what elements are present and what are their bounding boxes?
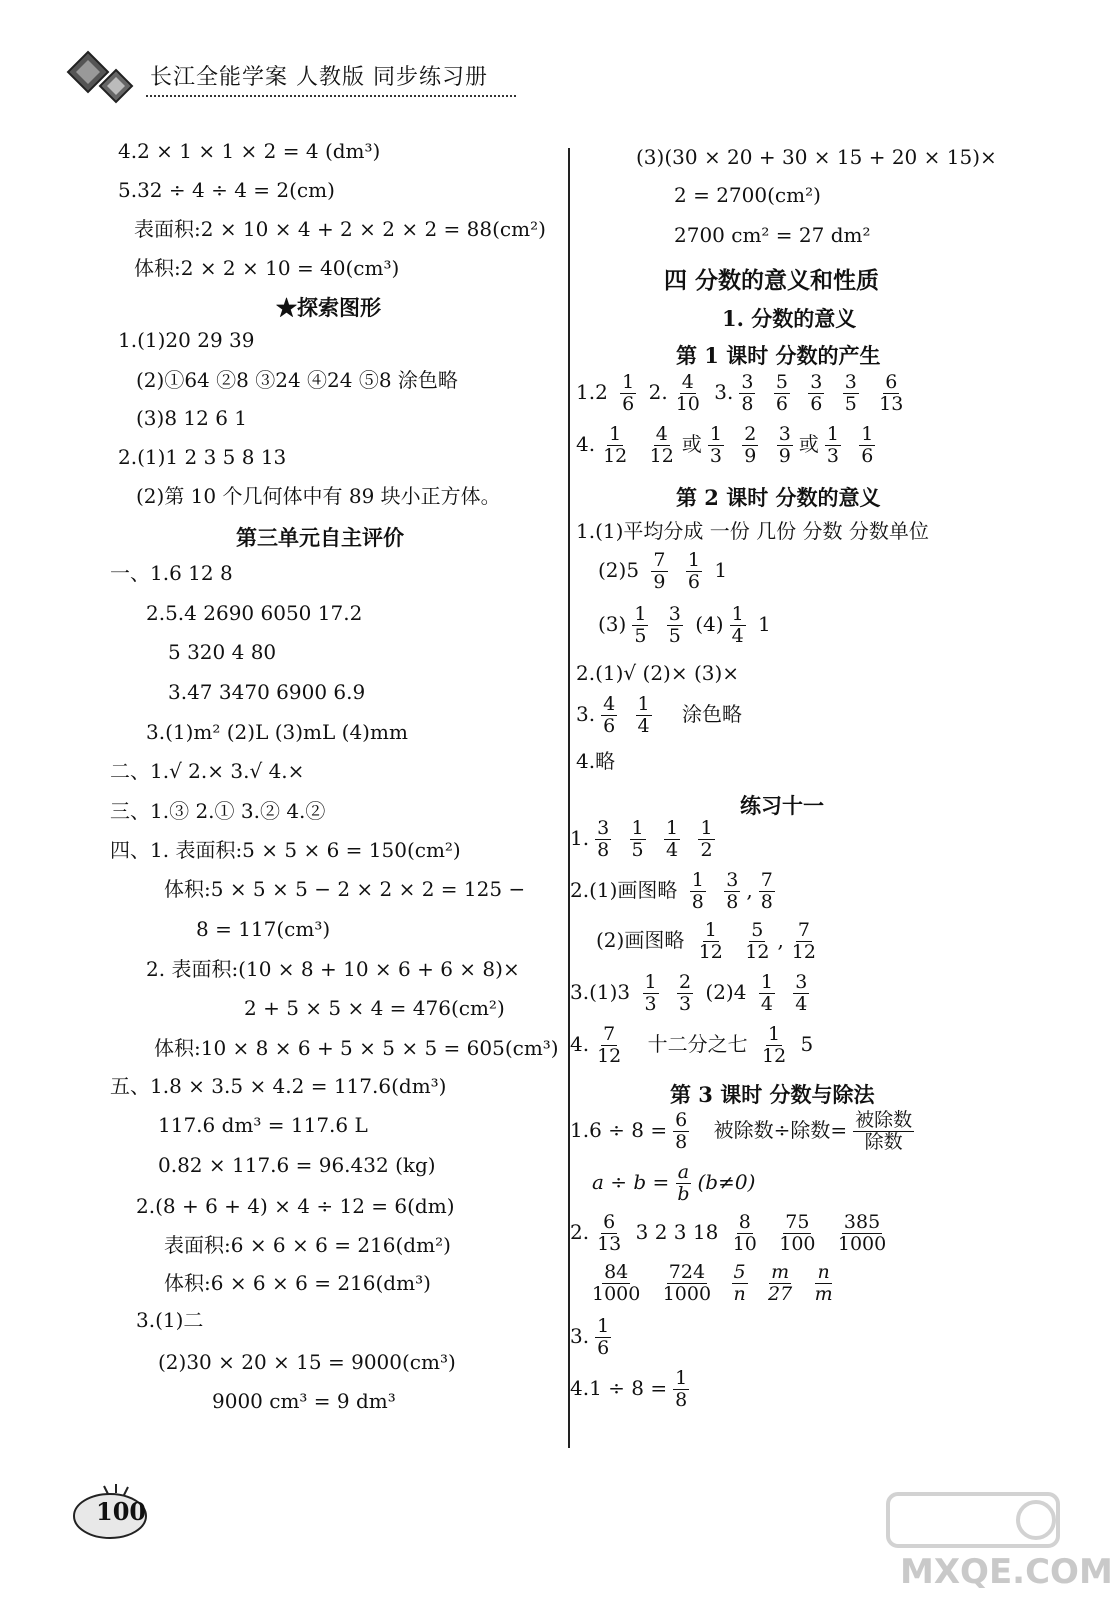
answer-line: 表面积:6 × 6 × 6 = 216(dm²) — [164, 1233, 451, 1257]
section-heading: 1. 分数的意义 — [722, 306, 857, 331]
answer-line: 3. $\frac{1}{6}$ — [570, 1315, 610, 1359]
answer-line: 2.(1)√ (2)× (3)× — [576, 661, 740, 685]
answer-line: 4. $\frac{7}{12}$ 十二分之七 $\frac{1}{12}$ 5 — [570, 1023, 814, 1067]
answer-line: 表面积:2 × 10 × 4 + 2 × 2 × 2 = 88(cm²) — [134, 217, 546, 241]
answer-line: 3.(1)3 $\frac{1}{3}$ $\frac{2}{3}$ (2)4 $\frac{1}{4}$ $\frac{3}{4}$ — [570, 971, 808, 1015]
answer-line: 2. 表面积:(10 × 8 + 10 × 6 + 6 × 8)× — [146, 957, 520, 981]
fraction: $\frac{3}{5}$ — [668, 603, 681, 647]
fraction: $\frac{1}{2}$ — [700, 817, 713, 861]
fraction: $\frac{4}{10}$ — [675, 371, 700, 415]
answer-line: 2.5.4 2690 6050 17.2 — [146, 601, 363, 625]
answer-line: 3. $\frac{4}{6}$ $\frac{1}{4}$ 涂色略 — [576, 693, 742, 737]
fraction: $\frac{1}{3}$ — [644, 971, 657, 1015]
fraction: $\frac{1}{4}$ — [637, 693, 650, 737]
answer-line: 9000 cm³ = 9 dm³ — [212, 1389, 396, 1413]
answer-line: 4. $\frac{1}{12}$ $\frac{4}{12}$ 或 $\frac{1}{3}$ $\frac{2}{9}$ $\frac{3}{9}$ 或 $\frac{1}{3}$ $\frac{1}{6}$ — [576, 423, 874, 467]
header-logo-icon — [66, 50, 136, 102]
section-heading: 第三单元自主评价 — [236, 525, 404, 550]
answer-line: 3.(1)m² (2)L (3)mL (4)mm — [146, 720, 408, 744]
fraction: $\frac{75}{100}$ — [779, 1211, 816, 1255]
fraction: $\frac{4}{12}$ — [649, 423, 674, 467]
exercise-heading: 练习十一 — [740, 793, 824, 818]
answer-line: 体积:6 × 6 × 6 = 216(dm³) — [164, 1271, 431, 1295]
fraction: $\frac{1}{6}$ — [687, 549, 700, 593]
answer-line: 四、1. 表面积:5 × 5 × 6 = 150(cm²) — [110, 838, 461, 862]
fraction: $\frac{5}{6}$ — [775, 371, 788, 415]
fraction: $\frac{5}{n}$ — [733, 1261, 746, 1305]
fraction: $\frac{2}{9}$ — [744, 423, 757, 467]
fraction: $\frac{1}{6}$ — [597, 1315, 610, 1359]
fraction: $\frac{3}{8}$ — [597, 817, 610, 861]
lesson-heading: 第 1 课时 分数的产生 — [676, 343, 881, 368]
answer-line: 体积:5 × 5 × 5 − 2 × 2 × 2 = 125 − — [164, 877, 526, 901]
header-title: 长江全能学案 人教版 同步练习册 — [150, 65, 488, 90]
fraction: $\frac{n}{m}$ — [814, 1261, 833, 1305]
fraction: $\frac{a}{b}$ — [677, 1161, 690, 1205]
fraction: $\frac{8}{10}$ — [732, 1211, 757, 1255]
fraction: $\frac{6}{13}$ — [879, 371, 904, 415]
fraction: $\frac{3}{6}$ — [810, 371, 823, 415]
answer-line: (2)画图略 $\frac{1}{12}$ $\frac{5}{12}$ , $\frac{7}{12}$ — [596, 919, 816, 963]
answer-line: (2)5 $\frac{7}{9}$ $\frac{1}{6}$ 1 — [598, 549, 728, 593]
answer-line: (3) $\frac{1}{5}$ $\frac{3}{5}$ (4) $\frac{1}{4}$ 1 — [598, 603, 771, 647]
fraction: $\frac{1}{6}$ — [861, 423, 874, 467]
fraction: $\frac{3}{8}$ — [726, 869, 739, 913]
fraction: $\frac{1}{12}$ — [603, 423, 628, 467]
answer-line: (3)(30 × 20 + 30 × 15 + 20 × 15)× — [636, 145, 997, 169]
answer-line: 5.32 ÷ 4 ÷ 4 = 2(cm) — [118, 178, 335, 202]
answer-line: (2)30 × 20 × 15 = 9000(cm³) — [158, 1350, 456, 1374]
fraction: $\frac{1}{3}$ — [709, 423, 722, 467]
answer-line: 2 = 2700(cm²) — [674, 183, 821, 207]
answer-line: 0.82 × 117.6 = 96.432 (kg) — [158, 1153, 436, 1177]
fraction: $\frac{3}{8}$ — [741, 371, 754, 415]
answer-line: 一、1.6 12 8 — [110, 561, 233, 585]
section-heading: ★探索图形 — [276, 295, 381, 320]
answer-line: 五、1.8 × 3.5 × 4.2 = 117.6(dm³) — [110, 1074, 447, 1098]
fraction: $\frac{3}{9}$ — [778, 423, 791, 467]
answer-line: 1.6 ÷ 8 = $\frac{6}{8}$ 被除数÷除数= $\frac{\text{被除数}}{\text{除数}}$ — [570, 1109, 913, 1153]
answer-line: 1.(1)平均分成 一份 几份 分数 分数单位 — [576, 519, 929, 543]
fraction: $\frac{385}{1000}$ — [837, 1211, 887, 1255]
fraction: $\frac{\text{被除数}}{\text{除数}}$ — [855, 1109, 913, 1153]
answer-line: 二、1.√ 2.× 3.√ 4.× — [110, 759, 305, 783]
answer-line: 8 = 117(cm³) — [196, 917, 331, 941]
answer-line: 2. $\frac{6}{13}$ 3 2 3 18 $\frac{8}{10}$ $\frac{75}{100}$ $\frac{385}{1000}$ — [570, 1211, 887, 1255]
answer-line: 3.47 3470 6900 6.9 — [168, 680, 366, 704]
answer-line: 1.(1)20 29 39 — [118, 328, 255, 352]
fraction: $\frac{6}{13}$ — [597, 1211, 622, 1255]
fraction: $\frac{1}{8}$ — [691, 869, 704, 913]
fraction: $\frac{1}{4}$ — [731, 603, 744, 647]
answer-line: a ÷ b = $\frac{a}{b}$ (b≠0) — [592, 1161, 756, 1205]
fraction: $\frac{7}{8}$ — [760, 869, 773, 913]
fraction: $\frac{m}{27}$ — [768, 1261, 793, 1305]
fraction: $\frac{1}{12}$ — [698, 919, 723, 963]
fraction: $\frac{5}{12}$ — [745, 919, 770, 963]
answer-line: 5 320 4 80 — [168, 640, 277, 664]
fraction: $\frac{7}{12}$ — [597, 1023, 622, 1067]
answer-line: (2)①64 ②8 ③24 ④24 ⑤8 涂色略 — [136, 368, 458, 392]
answer-line: 体积:2 × 2 × 10 = 40(cm³) — [134, 256, 400, 280]
fraction: $\frac{1}{12}$ — [762, 1023, 787, 1067]
lesson-heading: 第 2 课时 分数的意义 — [676, 485, 881, 510]
fraction: $\frac{1}{4}$ — [760, 971, 773, 1015]
answer-line: (3)8 12 6 1 — [136, 406, 248, 430]
fraction: $\frac{1}{5}$ — [634, 603, 647, 647]
fraction: $\frac{1}{6}$ — [622, 371, 635, 415]
header-rule — [146, 95, 516, 97]
unit-heading: 四 分数的意义和性质 — [664, 267, 880, 294]
answer-line: 2.(1)画图略 $\frac{1}{8}$ $\frac{3}{8}$ , $\frac{7}{8}$ — [570, 869, 773, 913]
fraction: $\frac{2}{3}$ — [678, 971, 692, 1015]
answer-line: 117.6 dm³ = 117.6 L — [158, 1113, 368, 1137]
fraction: $\frac{3}{4}$ — [795, 971, 808, 1015]
answer-line: 3.(1)二 — [136, 1308, 204, 1332]
fraction: $\frac{6}{8}$ — [675, 1109, 688, 1153]
answer-line: 1. $\frac{3}{8}$ $\frac{1}{5}$ $\frac{1}{4}$ $\frac{1}{2}$ — [570, 817, 713, 861]
fraction: $\frac{724}{1000}$ — [662, 1261, 712, 1305]
fraction: $\frac{1}{4}$ — [666, 817, 679, 861]
answer-line: 体积:10 × 8 × 6 + 5 × 5 × 5 = 605(cm³) — [154, 1036, 559, 1060]
fraction: $\frac{1}{3}$ — [826, 423, 839, 467]
fraction: $\frac{7}{9}$ — [653, 549, 666, 593]
fraction: $\frac{84}{1000}$ — [592, 1261, 641, 1305]
answer-line: 2 + 5 × 5 × 4 = 476(cm²) — [244, 996, 505, 1020]
fraction: $\frac{1}{8}$ — [675, 1367, 688, 1411]
answer-line: 1.2 $\frac{1}{6}$ 2. $\frac{4}{10}$ 3. $\frac{3}{8}$ $\frac{5}{6}$ $\frac{3}{6}$ $\frac{3}{5}$ $\frac{6}{13}$ — [576, 371, 904, 415]
lesson-heading: 第 3 课时 分数与除法 — [670, 1082, 875, 1107]
answer-line: 4.1 ÷ 8 = $\frac{1}{8}$ — [570, 1367, 688, 1411]
answer-line: 4.2 × 1 × 1 × 2 = 4 (dm³) — [118, 139, 381, 163]
answer-line: 2.(1)1 2 3 5 8 13 — [118, 445, 287, 469]
page-number: 100 — [96, 1497, 147, 1526]
fraction: $\frac{7}{12}$ — [791, 919, 816, 963]
answer-line: 2700 cm² = 27 dm² — [674, 223, 871, 247]
answer-line: (2)第 10 个几何体中有 89 块小正方体。 — [136, 484, 501, 508]
watermark-text: MXQE.COM — [900, 1552, 1113, 1592]
answer-line — [584, 1262, 841, 1305]
fraction: $\frac{1}{5}$ — [631, 817, 644, 861]
fraction: $\frac{4}{6}$ — [603, 693, 616, 737]
answer-line: 三、1.③ 2.① 3.② 4.② — [110, 799, 326, 823]
answer-line: 2.(8 + 6 + 4) × 4 ÷ 12 = 6(dm) — [136, 1194, 455, 1218]
answer-line: 4.略 — [576, 749, 616, 773]
fraction: $\frac{3}{5}$ — [844, 371, 857, 415]
